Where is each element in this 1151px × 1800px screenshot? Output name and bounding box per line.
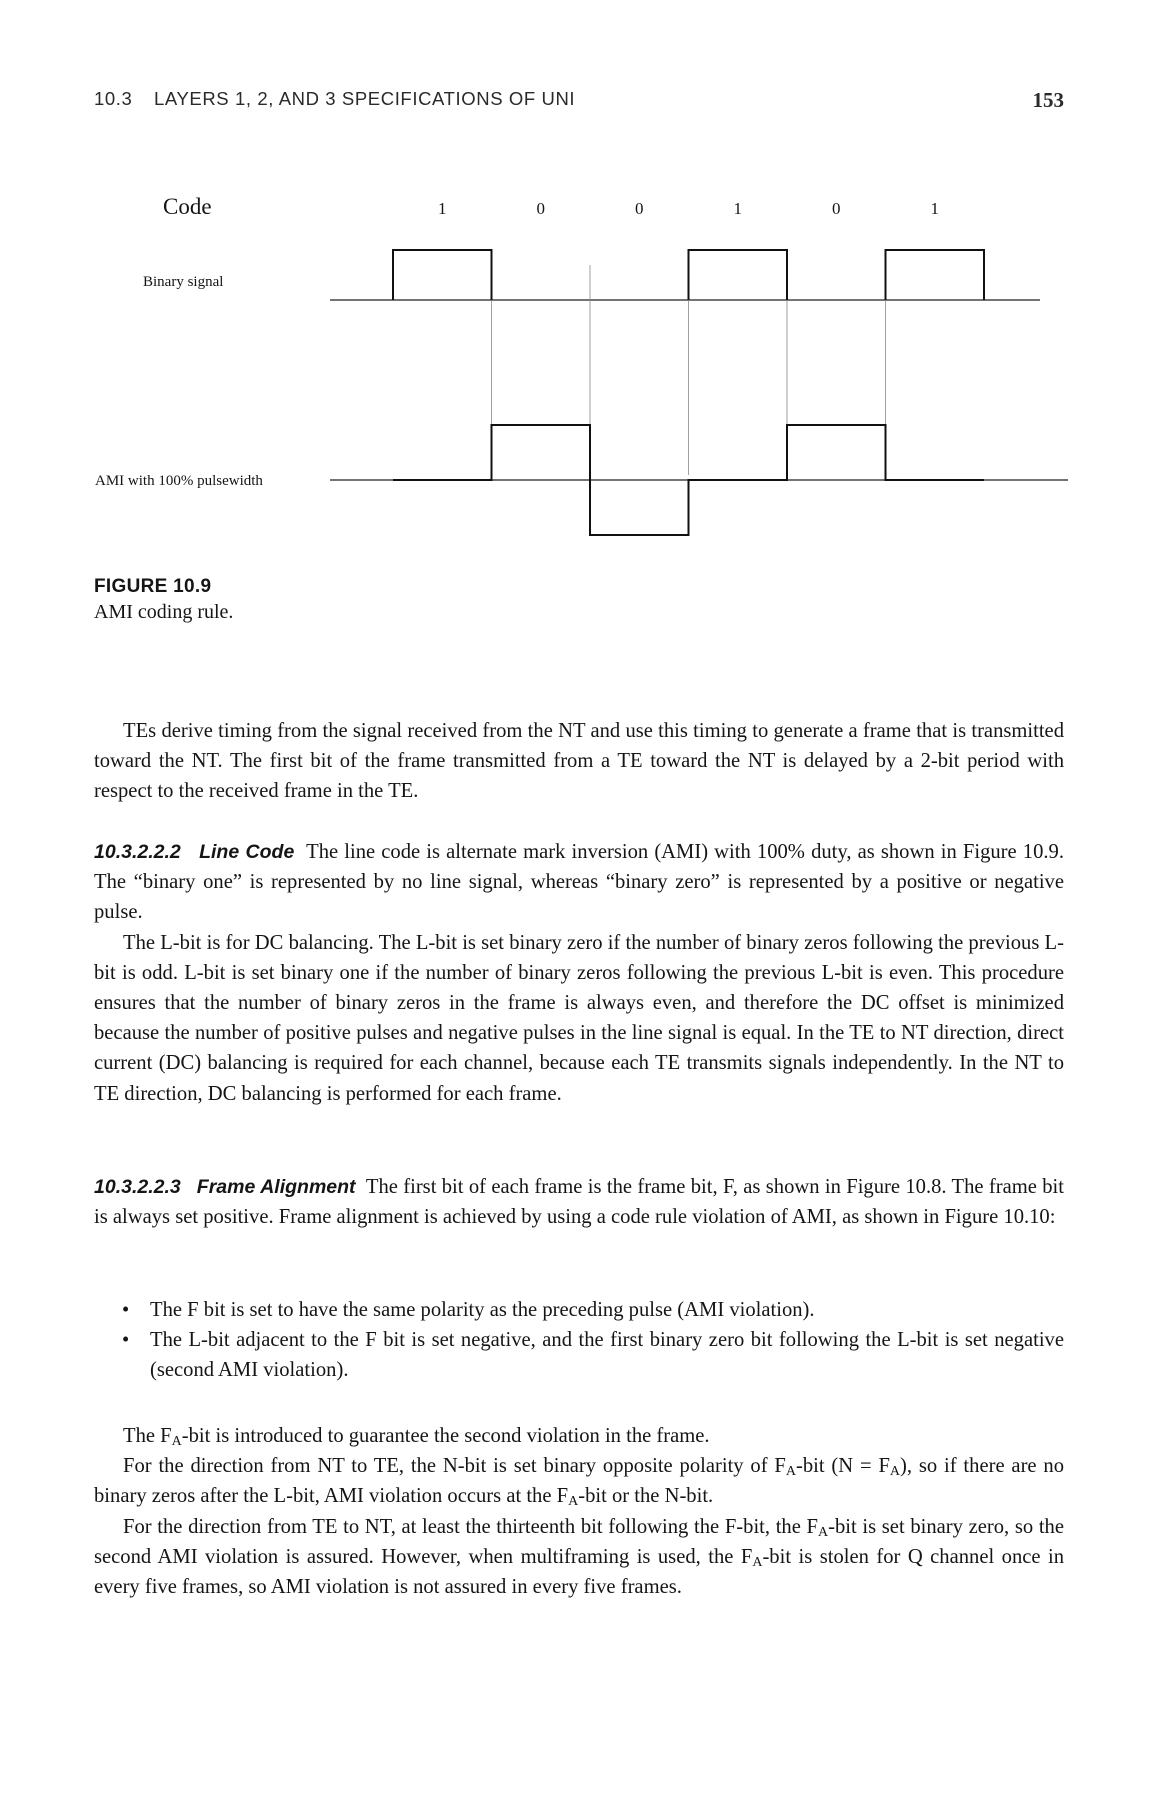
subsection-title: Frame Alignment [196, 1176, 356, 1198]
binary-signal-waveform [393, 250, 984, 300]
bit-label: 1 [930, 199, 939, 218]
text-fragment: -bit (N = F [796, 1455, 890, 1478]
text-fragment: -bit is introduced to guarantee the second violation in the frame. [181, 1425, 710, 1447]
figure-title: AMI coding rule. [94, 601, 234, 623]
paragraph-text: TEs derive timing from the signal received from the NT and use this timing to generate a frame that is transmitted toward the NT. The first bit of the frame transmitted from a TE toward the NT is delayed by a 2-bit period with respect to the received frame in the TE. [94, 720, 1064, 803]
binary-signal-label: Binary signal [143, 274, 224, 290]
bit-label: 0 [832, 199, 841, 218]
subscript: A [785, 1464, 796, 1480]
subsection-number: 10.3.2.2.2 [94, 841, 181, 863]
subscript: A [889, 1464, 901, 1480]
bit-label: 1 [438, 199, 447, 218]
text-fragment: For the direction from NT to TE, the N-bit is set binary opposite polarity of F [123, 1455, 786, 1478]
figure-number: FIGURE 10.9 [94, 576, 212, 597]
fa-bit-paragraph [94, 1421, 1064, 1451]
closing-paragraphs [94, 1421, 1064, 1602]
section-title: LAYERS 1, 2, AND 3 SPECIFICATIONS OF UNI [154, 88, 576, 109]
text-fragment: The F [123, 1425, 172, 1447]
text-fragment: -bit is stolen for Q channel once in every five frames, so AMI violation is not assured in every five frames. [94, 1545, 1064, 1599]
bit-label: 1 [733, 199, 742, 218]
line-code-paragraph [94, 837, 1064, 928]
subsection-number: 10.3.2.2.3 [94, 1176, 181, 1198]
bit-label: 0 [536, 199, 545, 218]
subsection-text: The first bit of each frame is the frame bit, F, as shown in Figure 10.8. The frame bit is always set positive. Frame alignment is achieved by using a code rule violation of AMI, as shown in Figure 10.10: [94, 1176, 1064, 1229]
te-to-nt-paragraph [94, 1512, 1064, 1603]
ami-coding-figure [0, 0, 1151, 560]
l-bit-paragraph: The L-bit is for DC balancing. The L-bit is set binary zero if the number of binary zeros following the previous L-bit is odd. L-bit is set binary one if the number of binary zeros following the previous L-bit is even. This procedure ensures that the number of binary zeros in the frame is always even, and therefore the DC offset is minimized because the number of positive pulses and negative pulses in the line signal is equal. In the TE to NT direction, direct current (DC) balancing is required for each channel, because each TE transmits signals independently. In the NT to TE direction, DC balancing is performed for each frame. [94, 931, 1064, 1105]
text-fragment: -bit is set binary zero, so the second AMI violation is assured. However, when multiframing is used, the F [94, 1515, 1064, 1568]
code-label: Code [163, 194, 212, 219]
subscript: A [568, 1494, 579, 1510]
subsection-text: The line code is alternate mark inversion (AMI) with 100% duty, as shown in Figure 10.9. The “binary one” is represented by no line signal, whereas “binary zero” is represented by a positive or negative pulse. [94, 841, 1064, 924]
figure-caption [94, 576, 233, 624]
subsection-title: Line Code [199, 841, 295, 863]
list-item: • The L-bit adjacent to the F bit is set negative, and the first binary zero bit following the L-bit is set negative (second AMI violation). [120, 1325, 1064, 1385]
section-line-code [94, 837, 1064, 1109]
text-fragment: For the direction from TE to NT, at least the thirteenth bit following the F-bit, the F [123, 1515, 818, 1538]
ami-label: AMI with 100% pulsewidth [95, 473, 263, 489]
text-fragment: ), so if there are no binary zeros after the L-bit, AMI violation occurs at the F [94, 1455, 1064, 1508]
text-fragment: -bit or the N-bit. [578, 1485, 714, 1508]
subscript: A [818, 1524, 829, 1540]
section-number: 10.3 [94, 88, 133, 109]
page-number: 153 [1032, 88, 1064, 112]
section-frame-alignment [94, 1172, 1064, 1232]
bit-labels [438, 199, 939, 218]
subscript: A [171, 1434, 182, 1449]
list-item: • The F bit is set to have the same polarity as the preceding pulse (AMI violation). [120, 1295, 1064, 1325]
nt-to-te-paragraph [94, 1451, 1064, 1511]
subscript: A [752, 1554, 763, 1570]
bit-label: 0 [635, 199, 644, 218]
bullet-list [94, 1295, 1064, 1386]
frame-alignment-paragraph [94, 1172, 1064, 1232]
paragraph-timing [94, 716, 1064, 807]
